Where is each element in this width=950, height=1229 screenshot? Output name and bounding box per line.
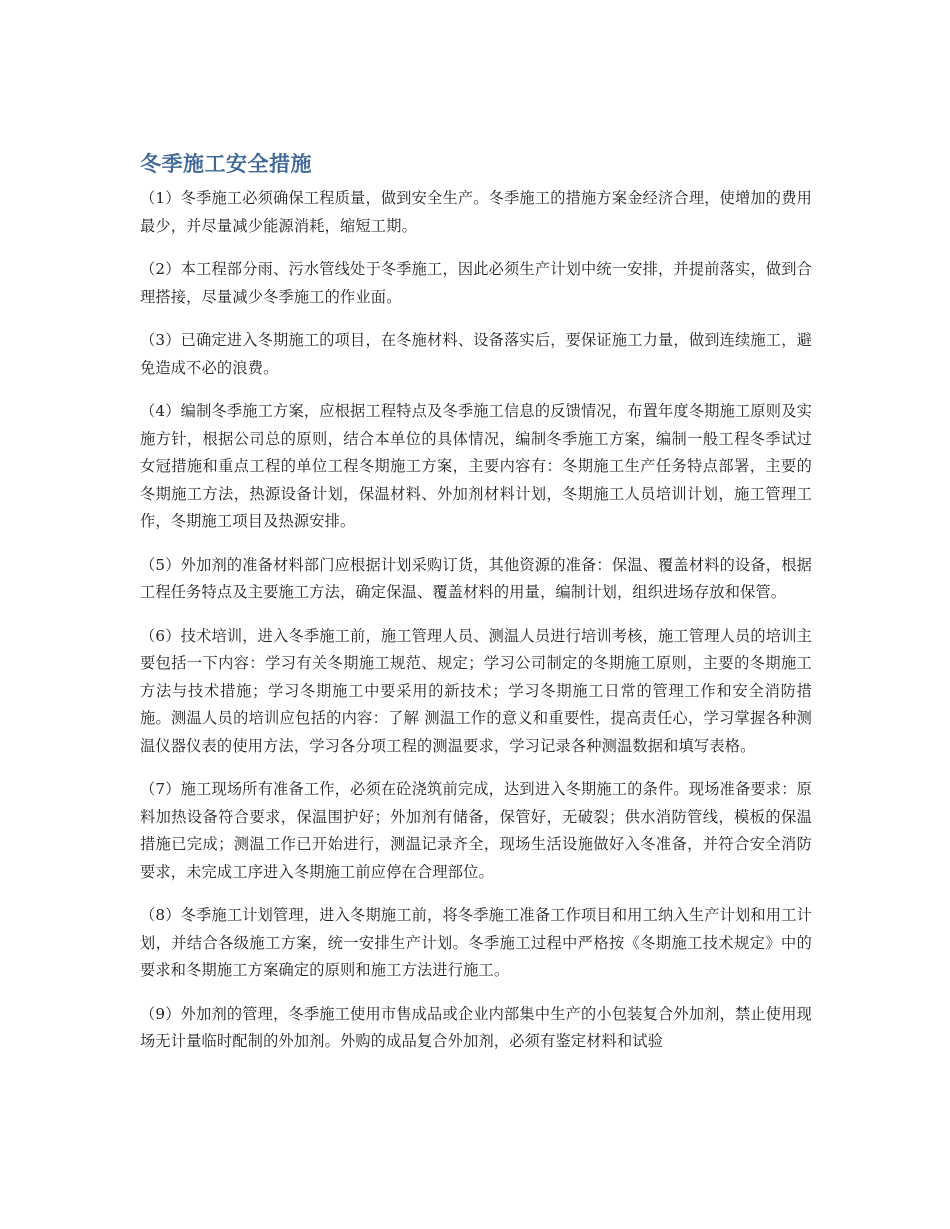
paragraph-2: （2）本工程部分雨、污水管线处于冬季施工，因此必须生产计划中统一安排，并提前落实，做到合理搭接，尽量减少冬季施工的作业面。 — [140, 260, 812, 306]
paragraph-6: （6）技术培训，进入冬季施工前，施工管理人员、测温人员进行培训考核，施工管理人员的培训主要包括一下内容：学习有关冬期施工规范、规定；学习公司制定的冬期施工原则，主要的冬期施工方法与技术措施；学习冬期施工中要采用的新技术；学习冬期施工日常的管理工作和安全消防措施。测温人员的培训应包括的内容：了解 测温工作的意义和重要性，提高责任心，学习掌握各种测温仪器仪表的使用方法，学习各分项工程的测温要求，学习记录各种测温数据和填写表格。 — [140, 626, 812, 755]
paragraph-7: （7）施工现场所有准备工作，必须在砼浇筑前完成，达到进入冬期施工的条件。现场准备要求：原料加热设备符合要求，保温围护好；外加剂有储备，保管好，无破裂；供水消防管线，模板的保温措施已完成；测温工作已开始进行，测温记录齐全，现场生活设施做好入冬准备，并符合安全消防要求，未完成工序进入冬期施工前应停在合理部位。 — [140, 780, 812, 881]
paragraph-3: （3）已确定进入冬期施工的项目，在冬施材料、设备落实后，要保证施工力量，做到连续施工，避免造成不必的浪费。 — [140, 331, 812, 377]
paragraph-8: （8）冬季施工计划管理，进入冬期施工前，将冬季施工准备工作项目和用工纳入生产计划和用工计划，并结合各级施工方案，统一安排生产计划。冬季施工过程中严格按《冬期施工技术规定》中的要求和冬期施工方案确定的原则和施工方法进行施工。 — [140, 906, 812, 979]
document-title: 冬季施工安全措施 — [140, 152, 312, 176]
paragraph-5: （5）外加剂的准备材料部门应根据计划采购订货，其他资源的准备：保温、覆盖材料的设备，根据工程任务特点及主要施工方法，确定保温、覆盖材料的用量，编制计划，组织进场存放和保管。 — [140, 555, 812, 601]
paragraph-9: （9）外加剂的管理，冬季施工使用市售成品或企业内部集中生产的小包装复合外加剂，禁止使用现场无计量临时配制的外加剂。外购的成品复合外加剂，必须有鉴定材料和试验 — [140, 1004, 812, 1050]
document-page — [140, 148, 812, 1056]
paragraph-4: （4）编制冬季施工方案，应根据工程特点及冬季施工信息的反馈情况，布置年度冬期施工原则及实施方针，根据公司总的原则，结合本单位的具体情况，编制冬季施工方案，编制一般工程冬季试过女冠措施和重点工程的单位工程冬期施工方案，主要内容有：冬期施工生产任务特点部署，主要的冬期施工方法，热源设备计划，保温材料、外加剂材料计划，冬期施工人员培训计划，施工管理工作，冬期施工项目及热源安排。 — [140, 402, 812, 530]
paragraph-1: （1）冬季施工必须确保工程质量，做到安全生产。冬季施工的措施方案金经济合理，使增加的费用最少，并尽量减少能源消耗，缩短工期。 — [140, 189, 812, 235]
